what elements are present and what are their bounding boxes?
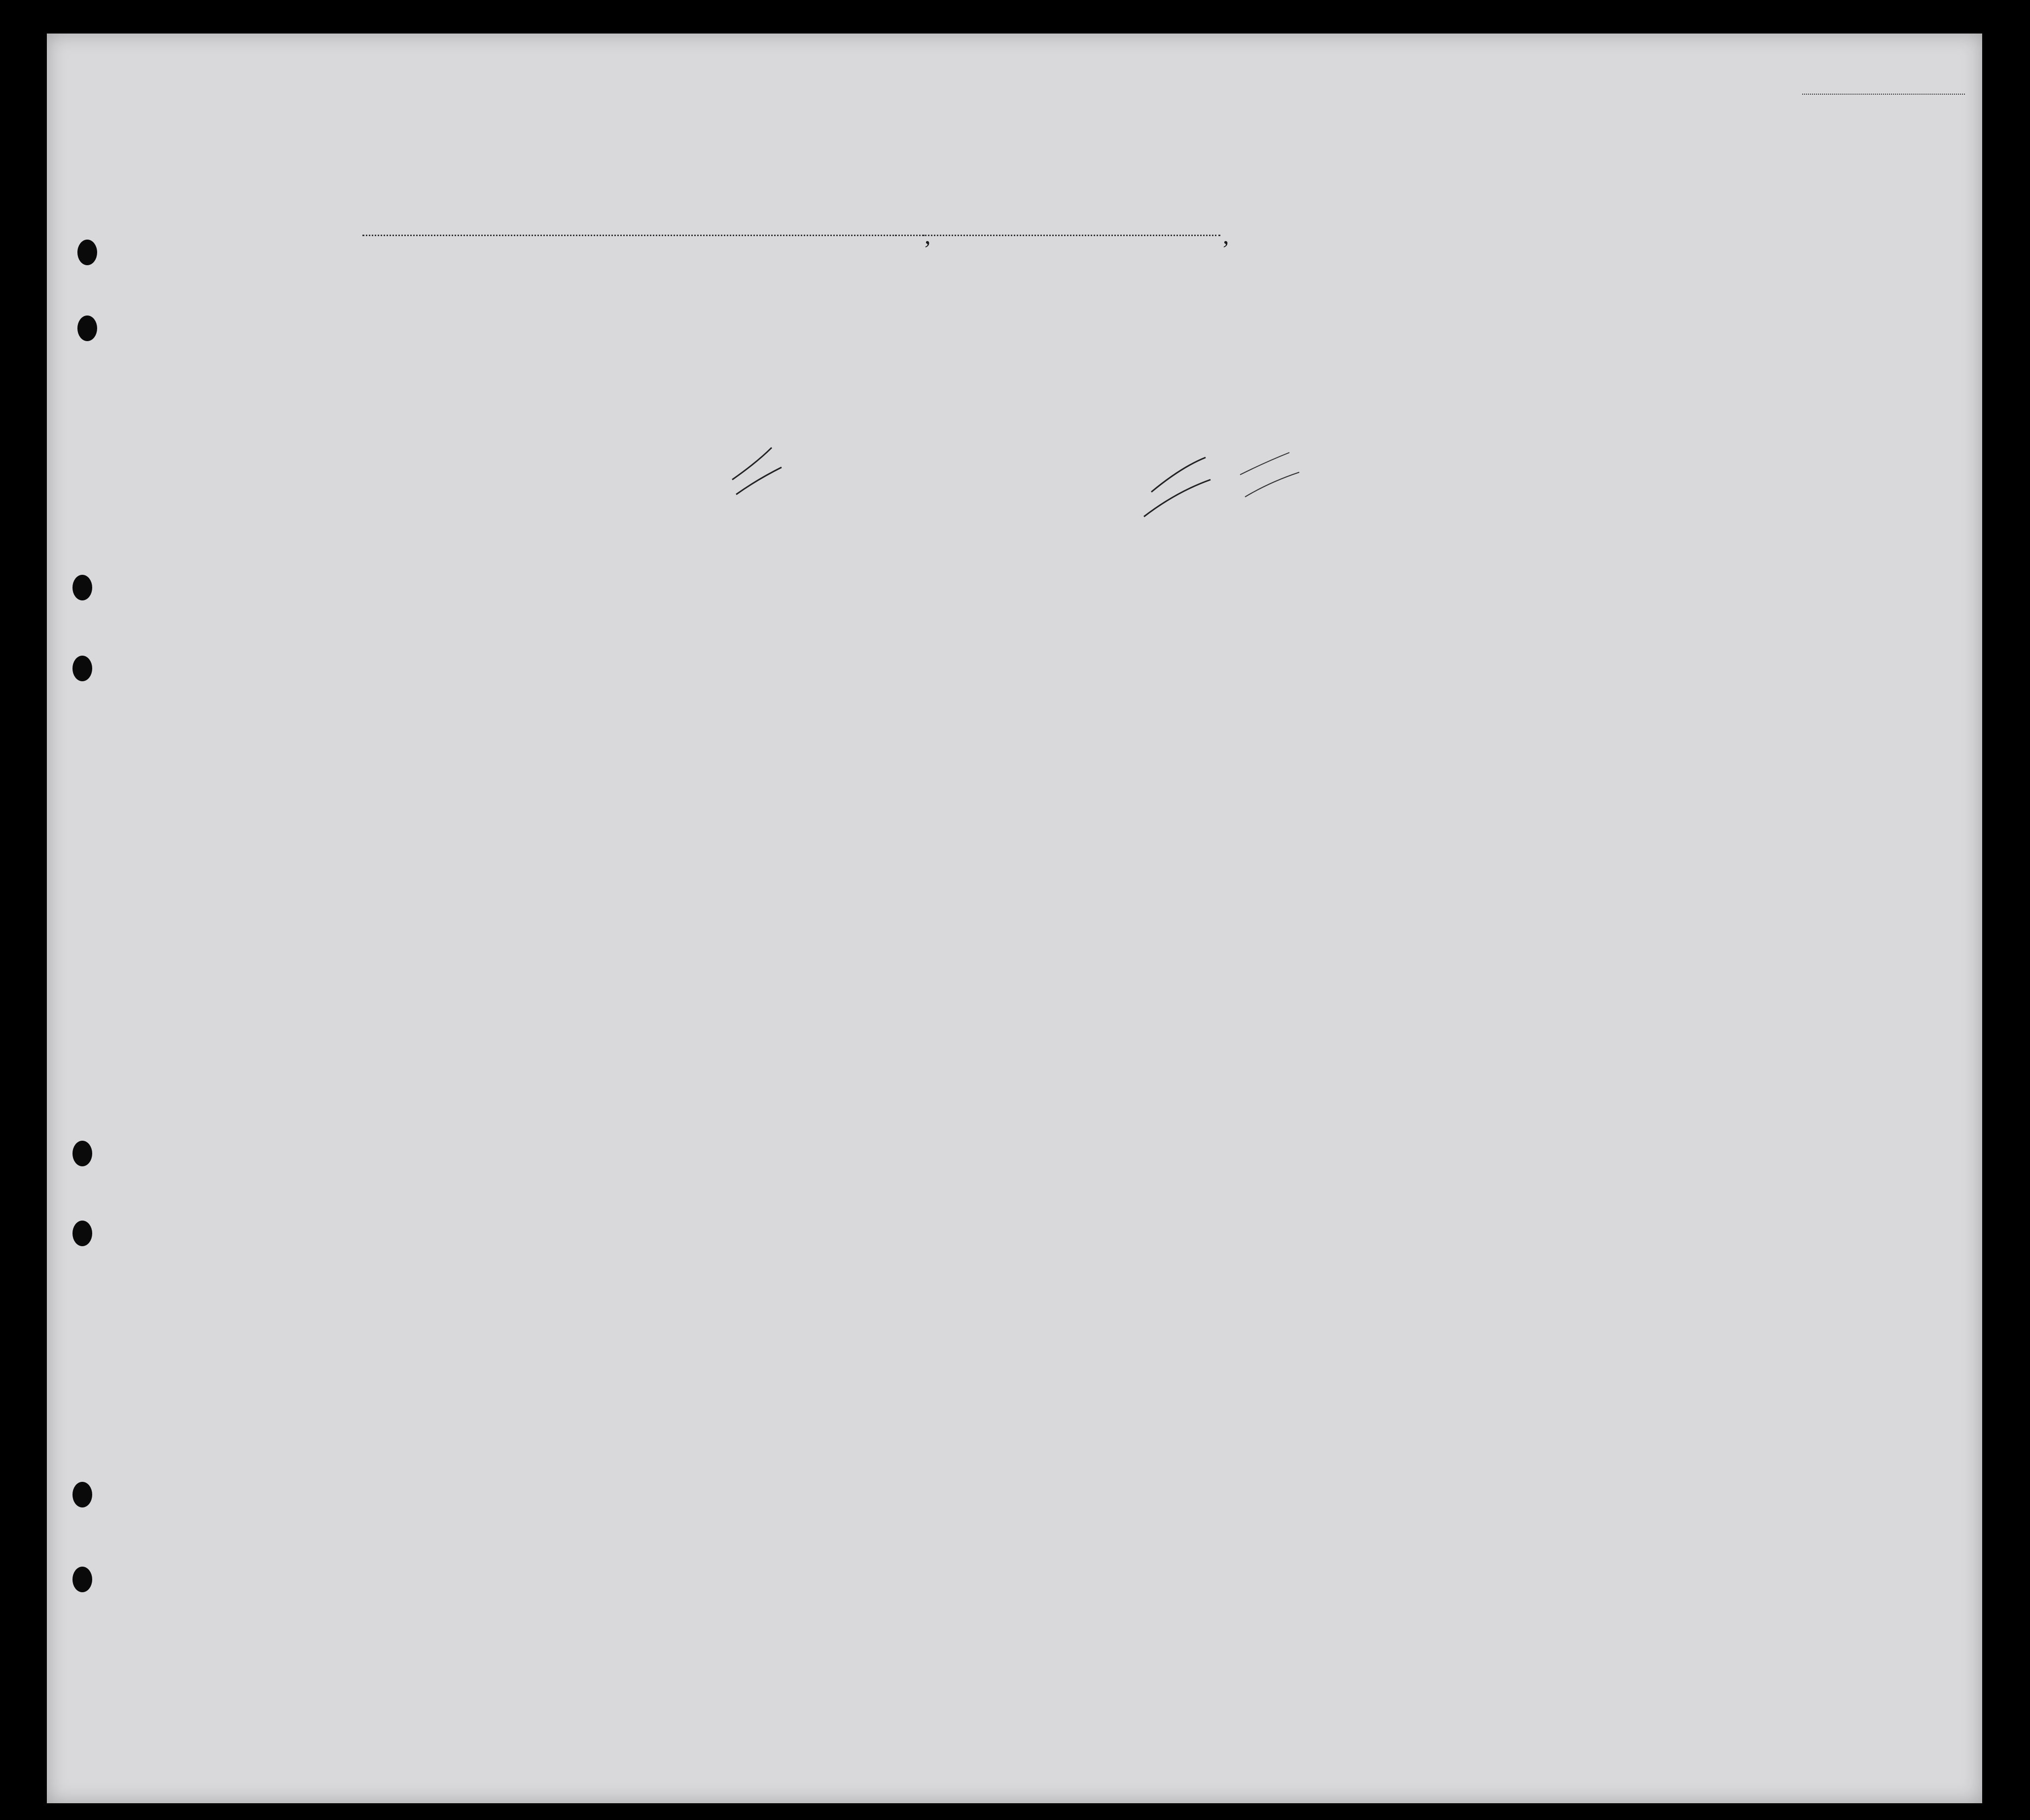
comma: , xyxy=(925,221,931,249)
table-grid xyxy=(47,34,1982,1803)
comma: , xyxy=(1223,221,1229,249)
manifest-sheet xyxy=(47,34,1982,1803)
